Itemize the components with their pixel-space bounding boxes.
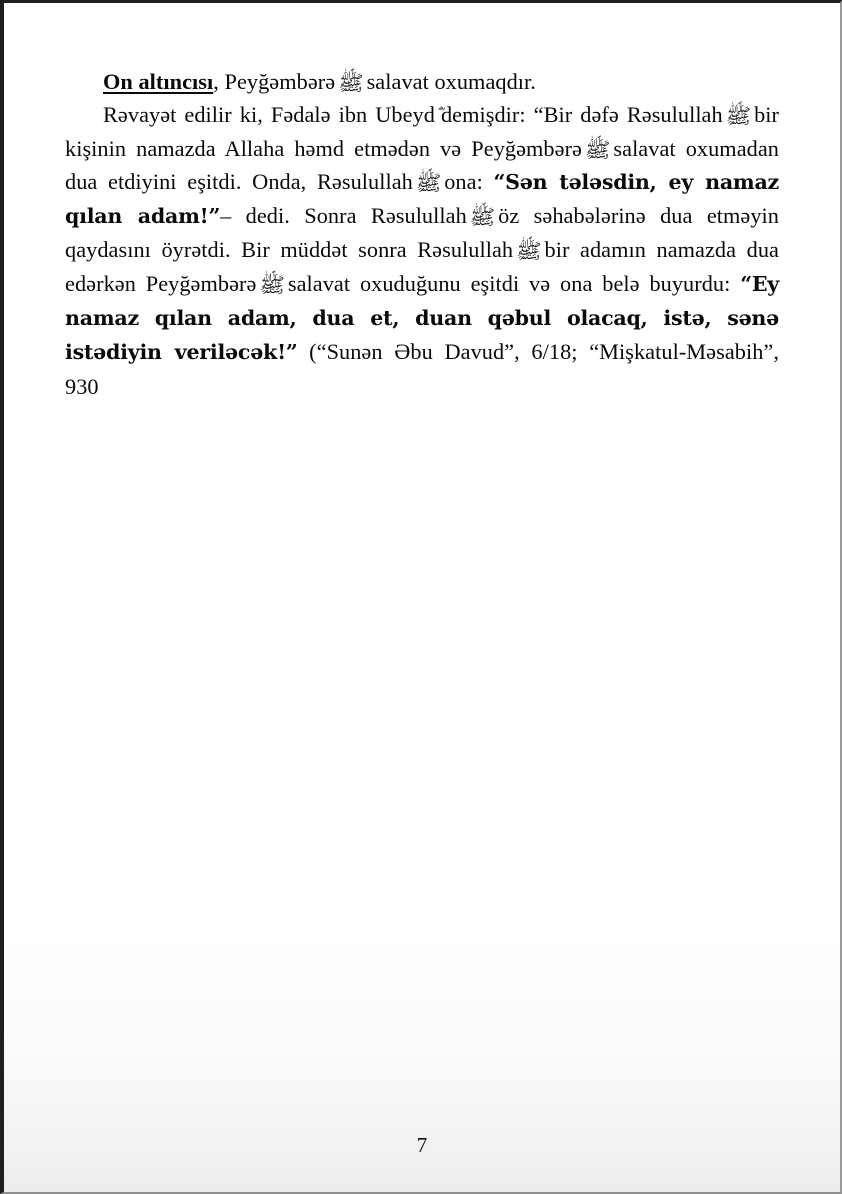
- lead-tail: salavat oxumaqdır.: [366, 69, 536, 94]
- prophetic-quote-second: “Ey namaz qılan adam, dua et, duan qəbul olacaq, istə, sənə istədiyin veriləcək!”: [65, 271, 779, 365]
- page-number: 7: [416, 1133, 428, 1157]
- hadith-citation: (“Sunən Əbu Davud”, 6/18; “Mişkatul-Məsabih”, 930: [65, 339, 780, 399]
- narration-segment-5: ona:: [444, 168, 483, 194]
- sallallahu-alayhi-wasallam-icon: ﷺ: [415, 170, 442, 195]
- lead-paragraph: [65, 65, 779, 98]
- narration-paragraph: [65, 98, 779, 436]
- narration-segment-6: – dedi. Sonra Rəsulullah: [220, 203, 467, 229]
- narration-segment-9: salavat oxuduğunu eşitdi və ona belə buyurdu:: [287, 270, 731, 296]
- sallallahu-alayhi-wasallam-icon: ﷺ: [585, 137, 611, 162]
- sallallahu-alayhi-wasallam-icon: ﷺ: [516, 239, 542, 264]
- narration-segment-8: bir adamın namazda dua edərkən Peyğəmbərə: [65, 237, 779, 296]
- narration-segment-1: Rəvayət edilir ki, Fədalə ibn Ubeyd: [103, 102, 435, 128]
- page-text-block: [65, 65, 779, 436]
- prophetic-quote-first: “Sən tələsdin, ey namaz qılan adam!”: [65, 169, 780, 229]
- narration-segment-7: öz səhabələrinə dua etməyin qaydasını öyrətdi. Bir müddət sonra Rəsulullah: [65, 203, 779, 263]
- narration-segment-4: salavat oxumadan dua etdiyini eşitdi. Onda, Rəsulullah: [65, 135, 779, 194]
- sallallahu-alayhi-wasallam-icon: ﷺ: [259, 272, 285, 297]
- sallallahu-alayhi-wasallam-icon: ﷺ: [725, 104, 752, 129]
- narration-segment-2: demişdir: “Bir dəfə Rəsulullah: [440, 102, 723, 128]
- lead-after-heading: , Peyğəmbərə: [213, 69, 336, 94]
- sallallahu-alayhi-wasallam-icon: ﷺ: [469, 205, 496, 230]
- sallallahu-alayhi-wasallam-icon: ﷺ: [338, 71, 364, 95]
- paragraph-heading-run: On altıncısı: [103, 69, 214, 94]
- narration-segment-3: bir kişinin namazda Allaha həmd etmədən və Peyğəmbərə: [65, 102, 780, 161]
